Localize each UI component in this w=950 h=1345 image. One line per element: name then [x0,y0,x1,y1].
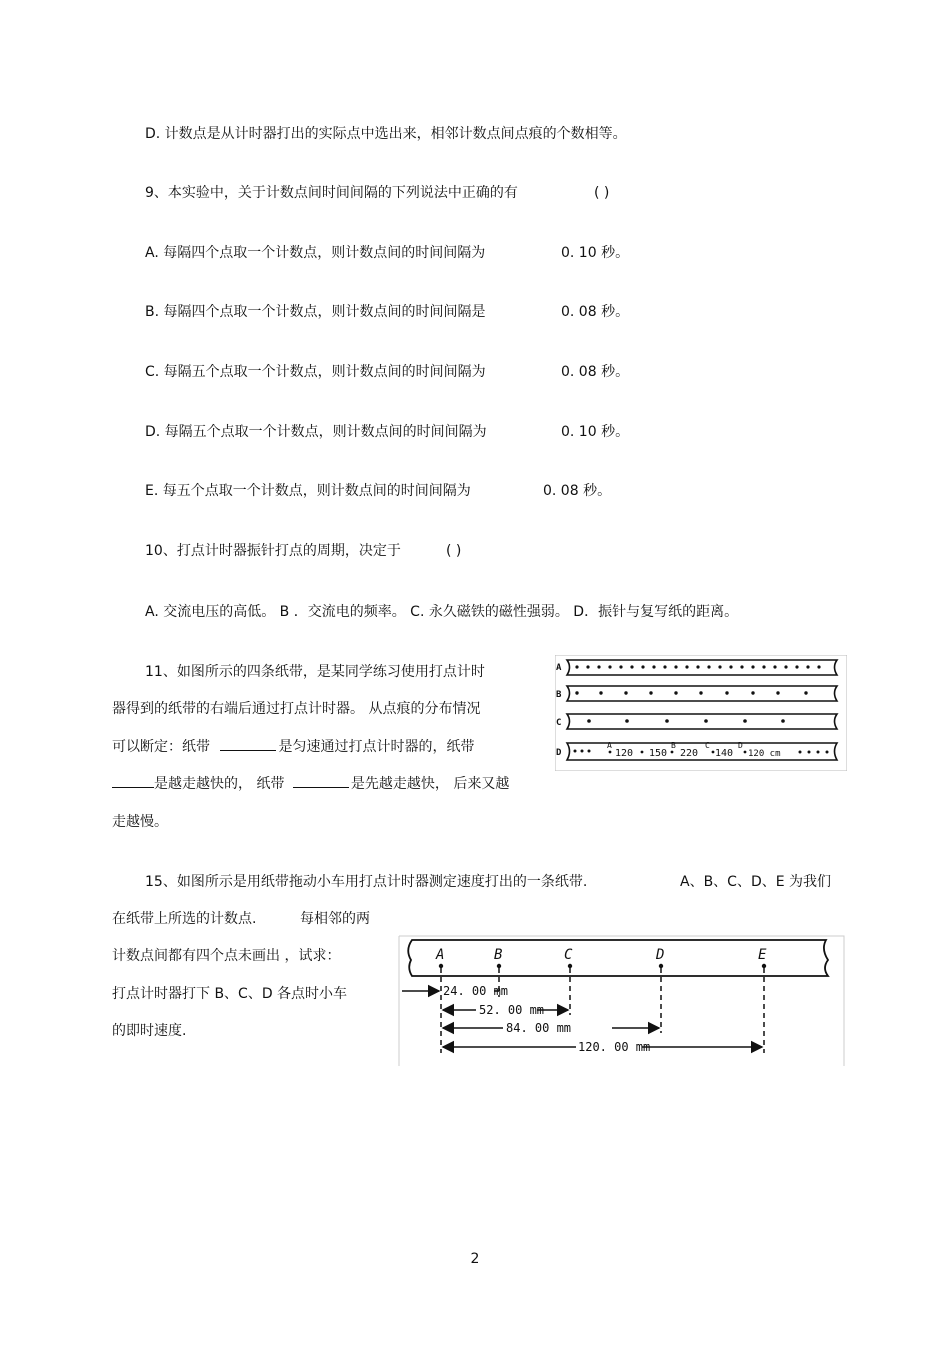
tape-d-dist-4: 140 [715,748,734,759]
q11-line-3a: 可以断定：纸带 [112,739,210,755]
tape-d-dist-1: 120 [615,748,634,759]
strip-label-a: A [556,663,562,673]
q15-line-5: 的即时速度. [112,1023,187,1039]
q11-line-3b: 是匀速通过打点计时器的，纸带 [278,739,475,755]
point-label-c: C [564,947,573,963]
q15-line-3: 计数点间都有四个点未画出 ，试求： [112,948,341,964]
q9-option-c-value: 0. 08 秒。 [561,364,630,380]
tape-d-point-d: D [738,741,743,750]
q10-options: A. 交流电压的高低。 B ．交流电的频率。 C. 永久磁铁的磁性强弱。 D．振针与复写纸的距离。 [145,604,739,620]
q10-stem: 10、打点计时器振针打点的周期，决定于 [145,543,401,559]
q9-stem: 9、本实验中，关于计数点间时间间隔的下列说法中正确的有 [145,185,518,201]
tape-d-point-b: B [671,741,676,750]
q15-line-2b: 每相邻的两 [300,911,370,927]
figure-frame [555,655,847,771]
q10-paren: ( ) [446,543,462,559]
strip-label-d: D [556,748,562,758]
tape-d-dist-2: 150 [649,748,668,759]
q11-line-1: 11、如图所示的四条纸带，是某同学练习使用打点计时 [145,664,485,680]
q11-line-4b: 是越走越快的， 纸带 [154,776,285,792]
q9-option-a-value: 0. 10 秒。 [561,245,630,261]
q9-option-b-value: 0. 08 秒。 [561,304,630,320]
paper-tape-figure [555,655,847,771]
q9-option-d-value: 0. 10 秒。 [561,424,630,440]
page-number: 2 [470,1251,480,1267]
q15-line-2a: 在纸带上所选的计数点. [112,911,257,927]
q11-line-5: 走越慢。 [112,814,168,830]
strip-label-b: B [556,690,562,700]
strip-label-c: C [556,718,562,728]
q15-line-1a: 15、如图所示是用纸带拖动小车用打点计时器测定速度打出的一条纸带. [145,874,588,890]
point-dot-e [762,964,766,968]
q9-option-b: B. 每隔四个点取一个计数点，则计数点间的时间间隔是 [145,304,486,320]
point-dot-a [439,964,443,968]
point-label-a: A [436,947,445,963]
point-dot-b [497,964,501,968]
point-label-b: B [494,947,503,963]
q11-line-4 [112,773,509,794]
q15-line-1b: A、B、C、D、E 为我们 [680,874,832,890]
q9-option-e: E. 每五个点取一个计数点，则计数点间的时间间隔为 [145,483,471,499]
q11-line-2: 器得到的纸带的右端后通过打点计时器。 从点痕的分布情况 [112,701,481,717]
dim-ab-label: 24. 00 mm [443,984,509,998]
tape-d-dist-3: 220 [680,748,699,759]
dim-ac-label: 52. 00 mm [479,1003,545,1017]
dim-ad-label: 84. 00 mm [506,1021,572,1035]
answer-blank-3[interactable] [293,773,349,788]
answer-blank-2[interactable] [112,773,154,788]
point-dot-c [568,964,572,968]
point-dot-d [659,964,663,968]
q9-option-a: A. 每隔四个点取一个计数点，则计数点间的时间间隔为 [145,245,486,261]
q9-option-d: D. 每隔五个点取一个计数点，则计数点间的时间间隔为 [145,424,487,440]
tape-d-point-c: C [705,741,710,750]
q9-option-e-value: 0. 08 秒。 [543,483,612,499]
q8-option-d: D. 计数点是从计时器打出的实际点中选出来，相邻计数点间点痕的个数相等。 [145,126,627,142]
q9-paren: ( ) [594,185,610,201]
tape-d-point-a: A [607,741,612,750]
q9-option-c: C. 每隔五个点取一个计数点，则计数点间的时间间隔为 [145,364,486,380]
q11-line-3 [112,736,474,757]
q11-line-4c: 是先越走越快， 后来又越 [350,776,510,792]
dim-ae-label: 120. 00 mm [578,1040,651,1054]
q15-line-4: 打点计时器打下 B、C、D 各点时小车 [112,986,348,1002]
counting-point-tape-figure [398,935,845,1067]
point-label-d: D [656,947,665,963]
point-label-e: E [758,947,767,963]
answer-blank-1[interactable] [220,736,276,751]
tape-d-dist-5: 120 cm [748,749,781,759]
